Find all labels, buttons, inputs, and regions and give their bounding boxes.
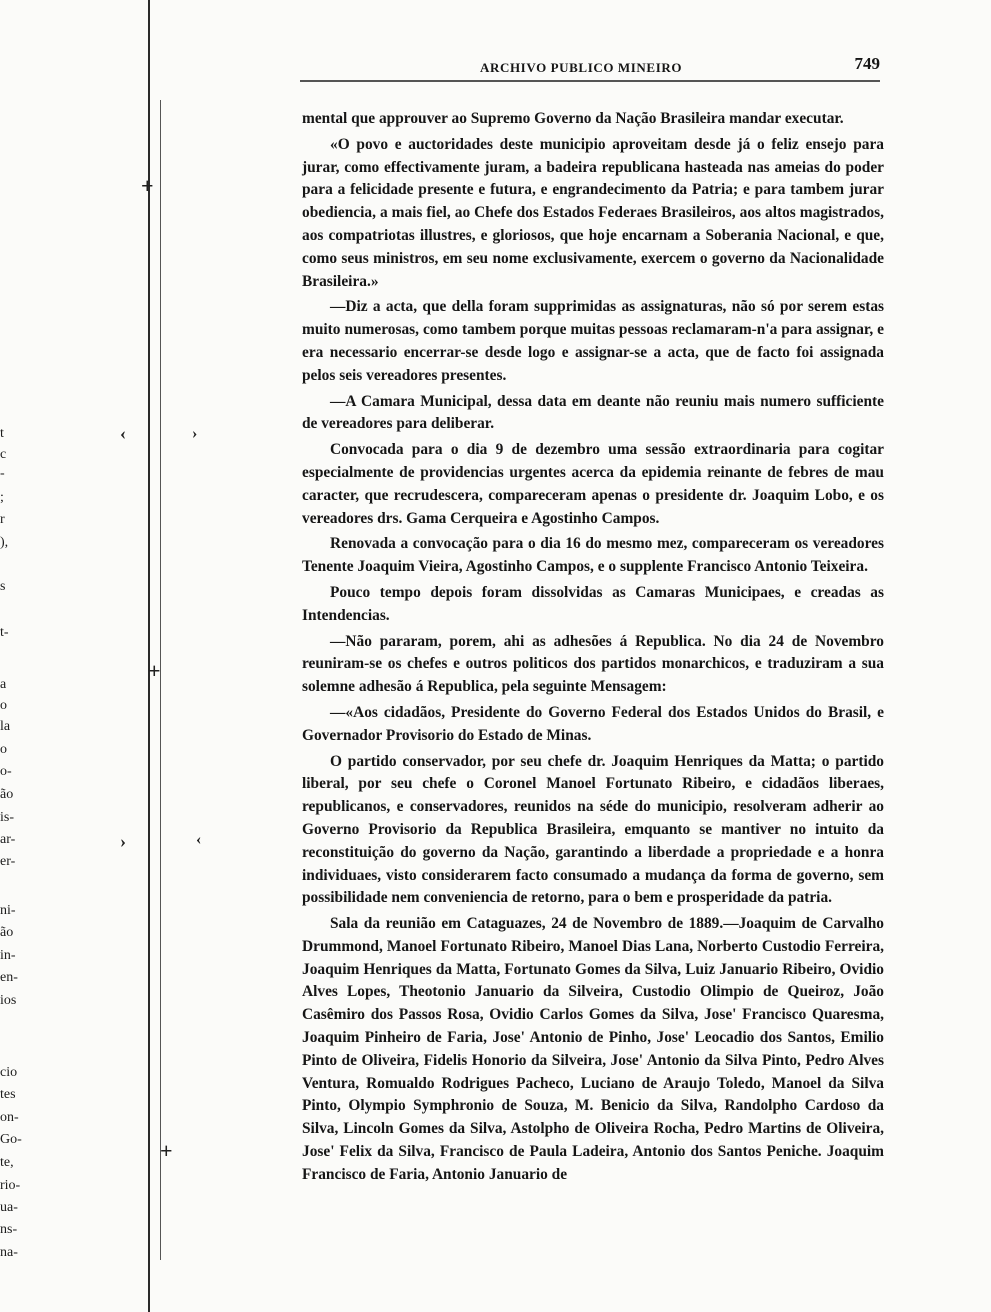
margin-fragment: ua-: [0, 1200, 18, 1215]
running-title: ARCHIVO PUBLICO MINEIRO: [480, 60, 683, 75]
margin-fragment: en-: [0, 970, 18, 985]
margin-fragment: ;: [0, 490, 4, 505]
margin-fragment: is-: [0, 810, 14, 825]
margin-fragment: o: [0, 742, 7, 757]
paragraph: Renovada a convocação para o dia 16 do mesmo mez, compareceram os vereadores Tenente Joaquim Vieira, Agostinho Campos, e o supplente Francisco Antonio Teixeira.: [302, 535, 884, 576]
paragraph: mental que approuver ao Supremo Governo da Nação Brasileira mandar executar.: [302, 110, 844, 127]
margin-fragment: t: [0, 426, 4, 441]
margin-fragment: o-: [0, 764, 12, 779]
margin-fragment: a: [0, 677, 7, 692]
margin-fragment: tes: [0, 1087, 16, 1102]
binding-mark: ‹: [120, 423, 126, 443]
margin-fragment: -: [0, 466, 5, 481]
binding-mark: ›: [120, 831, 126, 851]
margin-fragment: ni-: [0, 903, 16, 918]
paragraph: «O povo e auctoridades deste municipio aproveitam desde já o feliz ensejo para jurar, como effectivamente juram, a badeira republicana hasteada nas ameias do poder para a felicidade presente e futura, e engrandecimento da Patria; e para tambem jurar obediencia, a mais fiel, ao Chefe dos Estados Federaes Brasileiros, aos altos magistrados, aos compatriotas illustres, e gloriosos, que hoje encarnam a Soberania Nacional, e que, como seus ministros, em seu nome exclusivamente, exercem o governo da Nacionalidade Brasileira.»: [302, 135, 884, 290]
margin-fragment: la: [0, 719, 11, 734]
margin-fragment: in-: [0, 948, 16, 963]
margin-fragment: c: [0, 447, 7, 462]
paragraph: O partido conservador, por seu chefe dr. Joaquim Henriques da Matta; o partido liberal, por seu chefe o Coronel Manoel Fortunato Ribeiro, e cidadãos liberaes, republicanos, e conservadores, reunidos na séde do municipio, resolveram adherir ao Governo Provisorio da Republica Brasileira, emquanto se mantiver no intuito da reconstituição do governo da Nação, garantindo a liberdade a propriedade e a honra individuaes, visto considerarem facto consumado a mudança da forma de governo, sem possibilidade nem conveniencia de retorno, para o bem e prosperidade da patria.: [302, 752, 884, 907]
binding-mark: +: [160, 1138, 173, 1163]
margin-fragment: ns-: [0, 1222, 18, 1237]
paragraph: —Diz a acta, que della foram supprimidas as assignaturas, não só por serem estas muito numerosas, como tambem porque muitas pessoas reclamaram-n'a para assignar, e era necessario encerrar-se desde logo e assignar-se a acta, que de facto foi assignada pelos seis vereadores presentes.: [302, 298, 884, 384]
binding-mark: +: [148, 658, 161, 683]
margin-fragment: ão: [0, 925, 14, 940]
body-text: [302, 108, 884, 1187]
paragraph: Pouco tempo depois foram dissolvidas as Camaras Municipaes, e creadas as Intendencias.: [302, 583, 884, 624]
paragraph: Sala da reunião em Cataguazes, 24 de Novembro de 1889.—Joaquim de Carvalho Drummond, Manoel Fortunato Ribeiro, Manoel Dias Lana, Norberto Custodio Ferreira, Joaquim Henriques da Matta, Fortunato Gomes da Silva, Luiz Januario Ribeiro, Ovidio Alves Lopes, Theotonio Januario da Silveira, Custodio Olimpio de Queiroz, João Casêmiro dos Passos Rosa, Ovidio Carlos Gomes da Silva, Jose' Francisco Quaresma, Joaquim Pinheiro de Faria, Jose' Antonio de Pinho, Jose' Leocadio dos Santos, Emilio Pinto de Oliveira, Fidelis Honorio da Silveira, Jose' Antonio da Silva Pinto, Pedro Alves Ventura, Romualdo Rodrigues Pacheco, Luciano de Araujo Toledo, Manoel da Silva Pinto, Olympio Symphronio de Souza, M. Benicio da Silva, Randolpho Cardoso da Silva, Lincoln Gomes da Silva, Astolpho de Oliveira Rocha, Pedro Martins de Oliveira, Jose' Felix da Silva, Francisco de Paula Ladeira, Antonio dos Santos Peniche. Joaquim Francisco de Faria, Antonio Januario de: [302, 915, 884, 1183]
margin-fragment: na-: [0, 1245, 18, 1260]
binding-mark: ›: [192, 425, 198, 442]
margin-fragment: ão: [0, 787, 14, 802]
margin-fragment: rio-: [0, 1178, 21, 1193]
margin-fragment: ),: [0, 535, 9, 550]
page-header: [300, 52, 880, 82]
binding-mark: +: [141, 173, 154, 198]
margin-fragment: r: [0, 512, 5, 527]
margin-fragment: ios: [0, 993, 17, 1008]
margin-fragment: te,: [0, 1155, 14, 1170]
margin-fragment: on-: [0, 1110, 19, 1125]
margin-fragment: t-: [0, 625, 9, 640]
margin-fragment: ar-: [0, 832, 16, 847]
margin-fragment: Go-: [0, 1132, 22, 1147]
paragraph: —Não pararam, porem, ahi as adhesões á Republica. No dia 24 de Novembro reuniram-se os chefes e outros politicos dos partidos monarchicos, e traduziram a sua solemne adhesão á Republica, pela seguinte Mensagem:: [302, 632, 884, 696]
paragraph: Convocada para o dia 9 de dezembro uma sessão extraordinaria para cogitar especialmente de providencias urgentes acerca da epidemia reinante de febres de mau caracter, que recrudescera, compareceram apenas o presidente dr. Joaquim Lobo, e os vereadores drs. Gama Cerqueira e Agostinho Campos.: [302, 441, 884, 527]
paragraph: —«Aos cidadãos, Presidente do Governo Federal dos Estados Unidos do Brasil, e Governador Provisorio do Estado de Minas.: [302, 703, 884, 744]
binding-mark: ‹: [196, 831, 202, 848]
paragraph: —A Camara Municipal, dessa data em deante não reuniu mais numero sufficiente de vereadores para deliberar.: [302, 392, 884, 433]
header-rule: [300, 80, 880, 82]
margin-fragment: o: [0, 698, 7, 713]
margin-fragment: er-: [0, 854, 16, 869]
margin-fragment: cio: [0, 1065, 18, 1080]
page-number: 749: [854, 54, 880, 73]
margin-fragment: s: [0, 579, 6, 594]
